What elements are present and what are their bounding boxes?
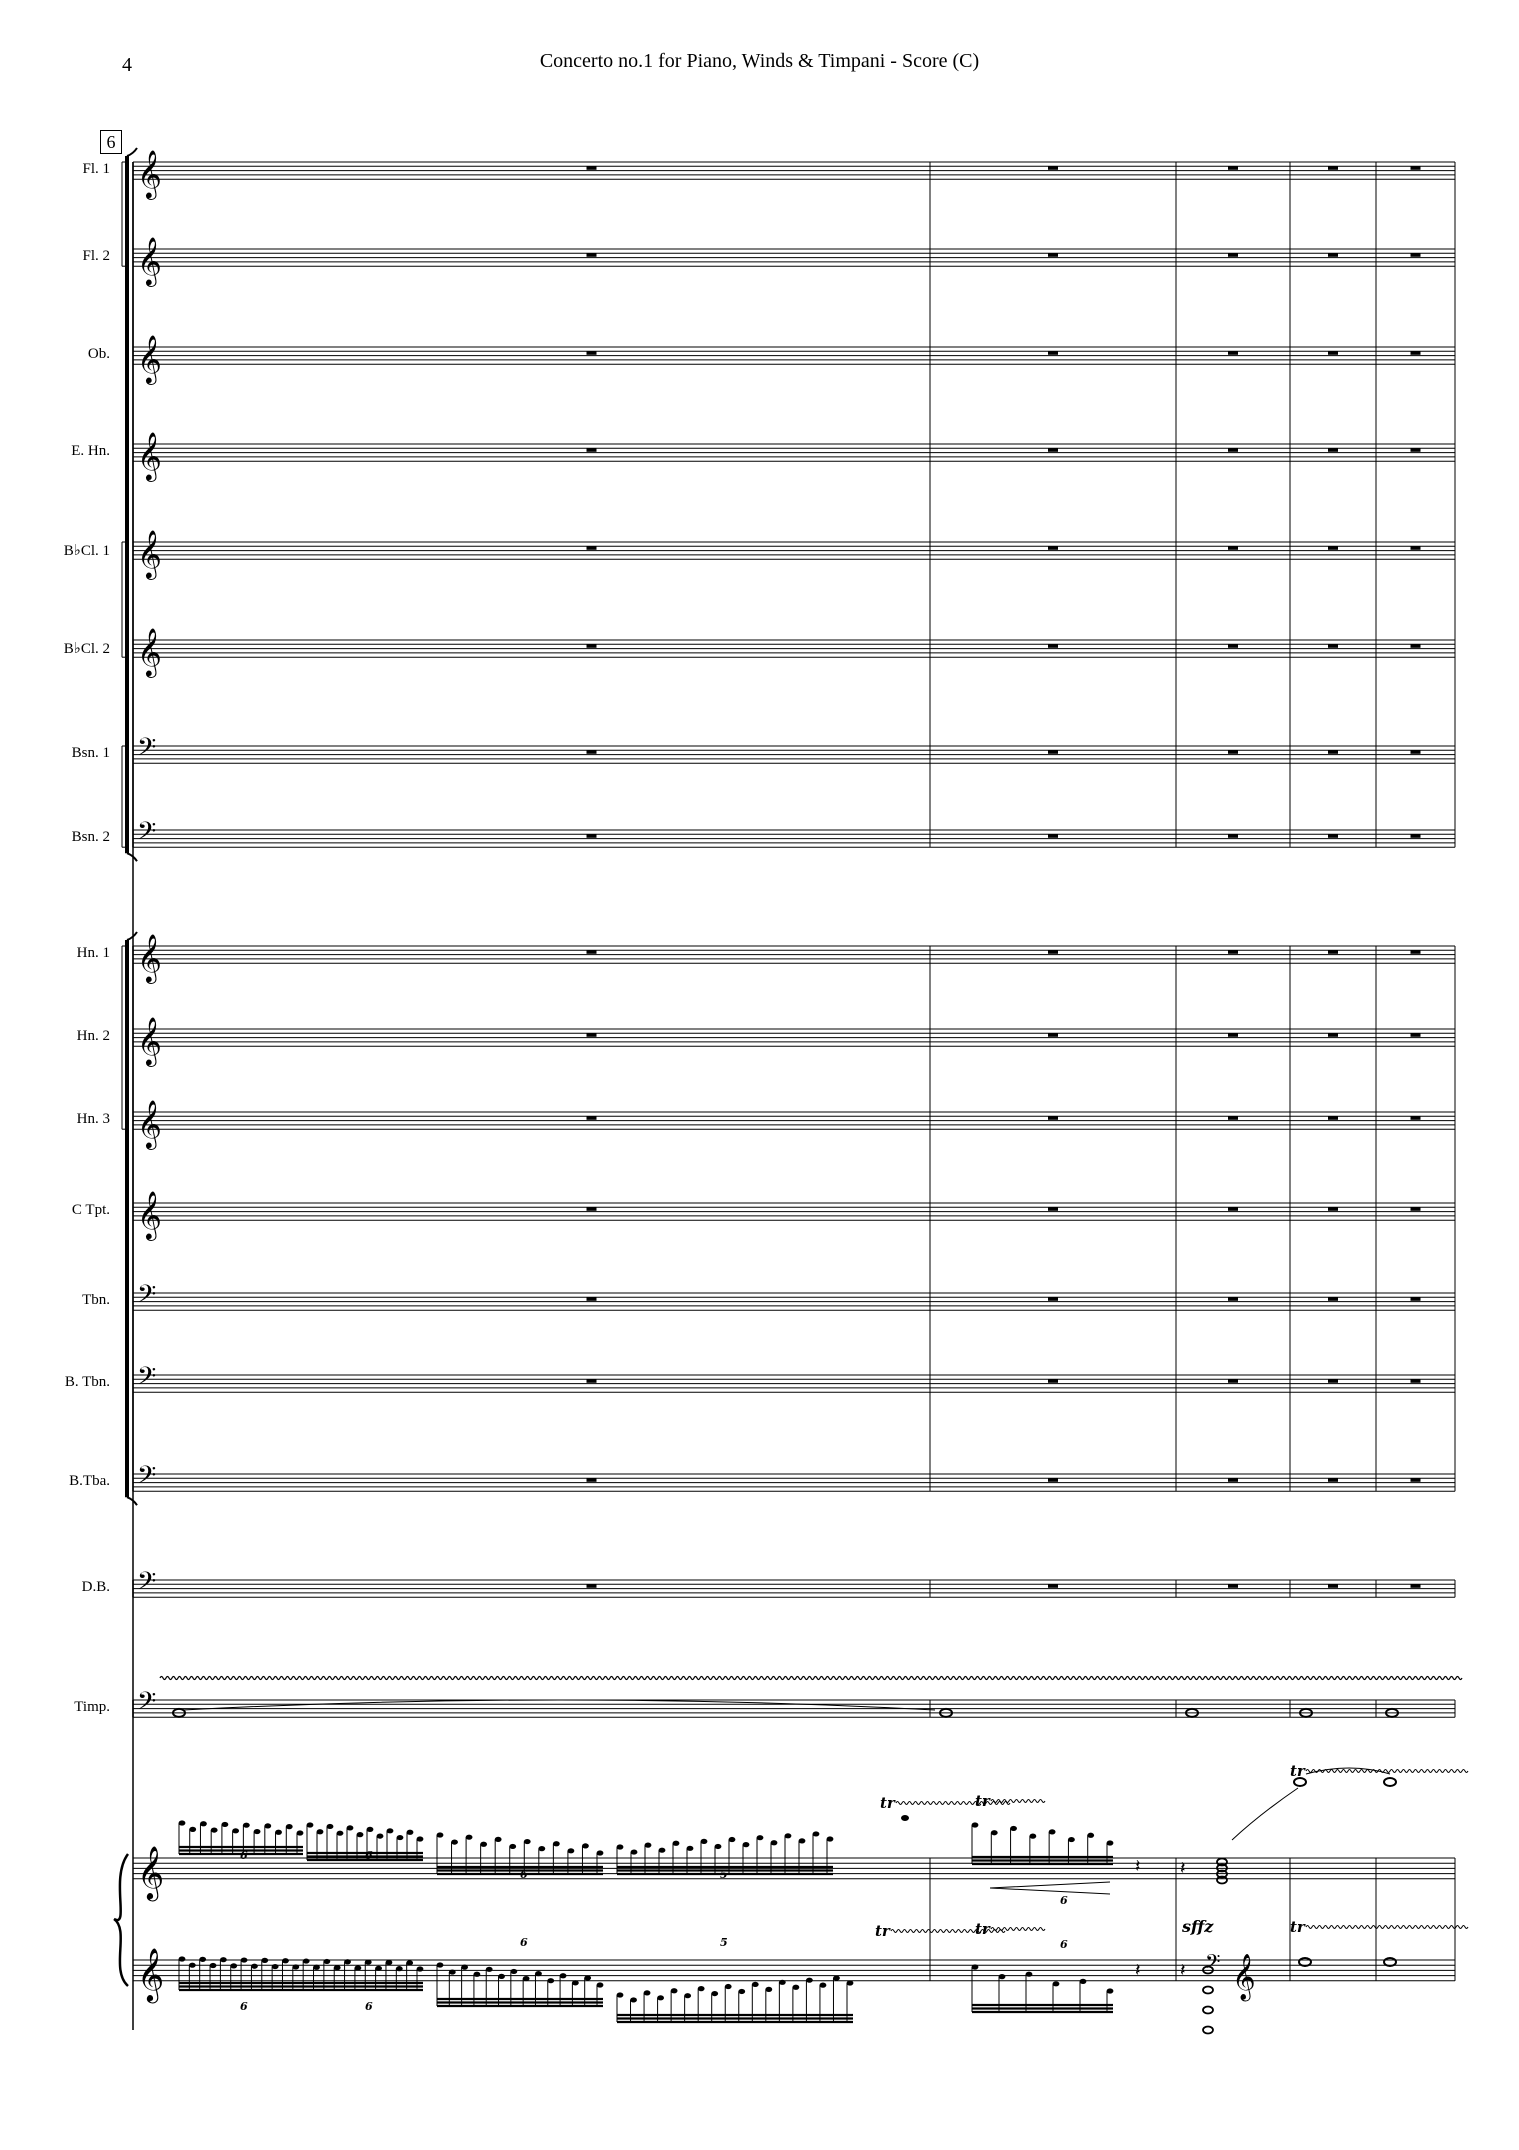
whole-rest: [1228, 1297, 1238, 1301]
note-head: [535, 1971, 542, 1976]
note-head: [806, 1978, 813, 1983]
note-head: [972, 1822, 979, 1827]
note-head: [584, 1975, 591, 1980]
whole-rest: [1411, 448, 1421, 452]
note-head: [820, 1983, 827, 1988]
note-head: [307, 1822, 314, 1827]
treble-clef-icon: 𝄞: [137, 627, 162, 676]
tuplet-number: 6: [365, 1849, 373, 1862]
note-head: [357, 1832, 364, 1837]
note-head: [407, 1830, 414, 1835]
whole-rest: [1228, 950, 1238, 954]
trill-line: [1306, 1770, 1468, 1773]
note-head: [210, 1963, 217, 1968]
whole-rest: [1411, 644, 1421, 648]
trill-line: [160, 1677, 1462, 1680]
bass-clef-icon: 𝄢: [137, 733, 157, 768]
treble-clef-icon: 𝄞: [137, 236, 162, 285]
note-head: [901, 1815, 909, 1821]
trill-mark: tr: [975, 1920, 990, 1938]
instrument-label: Fl. 1: [82, 160, 110, 177]
whole-rest: [1328, 1297, 1338, 1301]
whole-rest: [587, 1207, 597, 1211]
whole-rest: [1411, 1033, 1421, 1037]
note-head: [367, 1827, 374, 1832]
note-head: [241, 1957, 248, 1962]
instrument-label: B♭Cl. 2: [63, 640, 110, 657]
dynamic-marking: sffz: [1182, 1917, 1214, 1936]
note-head: [179, 1820, 186, 1825]
whole-rest: [1328, 351, 1338, 355]
note-head: [659, 1848, 666, 1853]
note-head: [1203, 1987, 1213, 1994]
note-head: [437, 1832, 444, 1837]
note-head: [317, 1829, 324, 1834]
whole-rest: [1411, 166, 1421, 170]
note-head: [286, 1824, 293, 1829]
note-head: [387, 1828, 394, 1833]
note-head: [1026, 1972, 1033, 1977]
note-head: [725, 1984, 732, 1989]
whole-rest: [1411, 1584, 1421, 1588]
whole-rest: [1328, 834, 1338, 838]
bracket-hook: [127, 932, 137, 940]
whole-rest: [1328, 1478, 1338, 1482]
note-head: [337, 1831, 344, 1836]
note-head: [417, 1836, 424, 1841]
tuplet-number: 5: [720, 1936, 728, 1949]
note-head: [833, 1975, 840, 1980]
trill-line: [1306, 1926, 1468, 1929]
note-head: [617, 1992, 624, 1997]
instrument-label: B♭Cl. 1: [63, 542, 110, 559]
note-head: [711, 1991, 718, 1996]
whole-rest: [587, 1116, 597, 1120]
note-head: [1010, 1826, 1017, 1831]
whole-rest: [1328, 644, 1338, 648]
note-head: [397, 1835, 404, 1840]
trill-mark: tr: [875, 1922, 890, 1940]
bass-clef-icon: 𝄢: [137, 1280, 157, 1315]
note-head: [1068, 1837, 1075, 1842]
note-head: [617, 1844, 624, 1849]
instrument-label: Ob.: [87, 345, 110, 362]
instrument-label: B. Tbn.: [64, 1373, 110, 1390]
whole-rest: [1328, 1379, 1338, 1383]
note-head: [657, 1995, 664, 2000]
whole-rest: [1048, 351, 1058, 355]
note-head: [510, 1969, 517, 1974]
whole-rest: [1228, 1584, 1238, 1588]
bass-clef-icon: 𝄢: [137, 1461, 157, 1496]
note-head: [303, 1958, 310, 1963]
instrument-label: B.Tba.: [69, 1472, 110, 1489]
whole-rest: [1048, 1584, 1058, 1588]
note-head: [1203, 2027, 1213, 2034]
instrument-label: Bsn. 1: [71, 744, 110, 761]
tuplet-number: 6: [1060, 1938, 1068, 1951]
instrument-label: E. Hn.: [71, 442, 110, 459]
note-head: [1080, 1979, 1087, 1984]
note-head: [230, 1963, 237, 1968]
note-head: [687, 1846, 694, 1851]
whole-rest: [587, 448, 597, 452]
treble-clef-icon: 𝄞: [137, 1845, 165, 1899]
note-head: [406, 1960, 413, 1965]
note-head: [972, 1964, 979, 1969]
whole-rest: [1228, 253, 1238, 256]
note-head: [386, 1960, 393, 1965]
whole-rest: [1048, 1033, 1058, 1037]
whole-rest: [1328, 1584, 1338, 1588]
note-head: [474, 1972, 481, 1977]
whole-rest: [1228, 166, 1238, 170]
whole-rest: [1228, 1033, 1238, 1037]
note-head: [327, 1824, 334, 1829]
whole-rest: [1228, 546, 1238, 550]
note-head: [495, 1837, 502, 1842]
note-head: [243, 1823, 250, 1828]
whole-rest: [1411, 1207, 1421, 1211]
note-head: [261, 1958, 268, 1963]
whole-rest: [1048, 448, 1058, 452]
whole-rest: [1048, 1297, 1058, 1301]
note-head: [813, 1831, 820, 1836]
tuplet-number: 6: [240, 1849, 248, 1862]
whole-rest: [1411, 1478, 1421, 1482]
note-head: [560, 1973, 567, 1978]
hairpin: [990, 1882, 1110, 1894]
instrument-label: D.B.: [81, 1578, 110, 1595]
bracket-hook: [127, 1497, 137, 1505]
whole-rest: [587, 750, 597, 754]
note-head: [538, 1846, 545, 1851]
note-head: [264, 1823, 271, 1828]
whole-rest: [1411, 351, 1421, 355]
whole-rest: [587, 253, 597, 256]
note-head: [179, 1956, 186, 1961]
note-head: [282, 1958, 289, 1963]
note-head: [645, 1843, 652, 1848]
note-head: [597, 1982, 604, 1987]
note-head: [396, 1966, 403, 1971]
note-head: [1029, 1834, 1036, 1839]
note-head: [377, 1833, 384, 1838]
note-head: [297, 1830, 304, 1835]
bass-clef-icon: 𝄢: [137, 817, 157, 852]
note-head: [752, 1982, 759, 1987]
note-head: [847, 1980, 854, 1985]
note-head: [991, 1830, 998, 1835]
whole-rest: [1048, 1379, 1058, 1383]
instrument-label: Hn. 2: [76, 1027, 110, 1044]
whole-rest: [1228, 834, 1238, 838]
whole-rest: [1228, 750, 1238, 754]
note-head: [673, 1841, 680, 1846]
trill-mark: tr: [975, 1792, 990, 1810]
note-head: [189, 1963, 196, 1968]
whole-rest: [1411, 750, 1421, 754]
whole-rest: [587, 834, 597, 838]
note-head: [451, 1839, 458, 1844]
note-head: [222, 1822, 229, 1827]
note-head: [486, 1967, 493, 1972]
note-head: [1107, 1840, 1114, 1845]
whole-rest: [1411, 546, 1421, 550]
whole-rest: [1328, 166, 1338, 170]
note-head: [417, 1966, 424, 1971]
note-head: [729, 1837, 736, 1842]
piano-brace: [114, 1854, 128, 1986]
treble-clef-icon: 𝄞: [1232, 1954, 1256, 2000]
note-head: [449, 1969, 456, 1974]
note-head: [524, 1839, 531, 1844]
note-head: [189, 1827, 196, 1832]
whole-rest: [1328, 253, 1338, 256]
note-head: [509, 1844, 516, 1849]
note-head: [1107, 1988, 1114, 1993]
tuplet-number: 6: [240, 2000, 248, 2013]
note-head: [785, 1833, 792, 1838]
whole-rest: [1411, 1297, 1421, 1301]
note-head: [1087, 1833, 1094, 1838]
whole-rest: [587, 1379, 597, 1383]
note-head: [1049, 1829, 1056, 1834]
note-head: [466, 1835, 473, 1840]
whole-rest: [1048, 1207, 1058, 1211]
whole-rest: [1228, 644, 1238, 648]
tuplet-number: 6: [1060, 1894, 1068, 1907]
note-head: [698, 1986, 705, 1991]
whole-rest: [1411, 834, 1421, 838]
note-head: [275, 1830, 282, 1835]
note-head: [644, 1990, 651, 1995]
whole-rest: [587, 546, 597, 550]
note-head: [251, 1964, 258, 1969]
whole-rest: [587, 950, 597, 954]
whole-rest: [587, 1033, 597, 1037]
whole-rest: [587, 1478, 597, 1482]
treble-clef-icon: 𝄞: [137, 1016, 162, 1065]
trill-mark: tr: [1290, 1762, 1305, 1780]
whole-rest: [1048, 546, 1058, 550]
note-head: [765, 1987, 772, 1992]
whole-rest: [1048, 1116, 1058, 1120]
whole-rest: [1048, 750, 1058, 754]
tuplet-number: 6: [365, 2000, 373, 2013]
tuplet-number: 6: [520, 1936, 528, 1949]
whole-rest: [1328, 546, 1338, 550]
whole-rest: [1411, 1379, 1421, 1383]
note-head: [743, 1842, 750, 1847]
trill-line: [896, 1802, 1010, 1805]
instrument-label: C Tpt.: [71, 1201, 110, 1218]
note-head: [701, 1839, 708, 1844]
treble-clef-icon: 𝄞: [137, 1947, 165, 2001]
whole-rest: [1328, 1033, 1338, 1037]
quarter-rest: 𝄽: [1135, 1960, 1141, 1980]
note-head: [254, 1829, 261, 1834]
treble-clef-icon: 𝄞: [137, 933, 162, 982]
note-head: [323, 1959, 330, 1964]
note-head: [220, 1957, 227, 1962]
instrument-label: Hn. 1: [76, 944, 110, 961]
instrument-label: Timp.: [74, 1698, 110, 1715]
instrument-label: Tbn.: [82, 1291, 110, 1308]
bass-clef-icon: 𝄢: [1205, 1950, 1221, 1978]
note-head: [437, 1962, 444, 1967]
whole-rest: [1328, 1207, 1338, 1211]
note-head: [365, 1960, 372, 1965]
whole-rest: [1048, 950, 1058, 954]
note-head: [568, 1848, 575, 1853]
note-head: [211, 1827, 218, 1832]
bracket-hook: [127, 148, 137, 156]
note-head: [461, 1965, 468, 1970]
bracket-hook: [127, 853, 137, 861]
tuplet-number: 5: [720, 1868, 728, 1881]
whole-rest: [1328, 750, 1338, 754]
note-head: [313, 1965, 320, 1970]
instrument-label: Bsn. 2: [71, 828, 110, 845]
note-head: [523, 1976, 530, 1981]
whole-rest: [1228, 1379, 1238, 1383]
whole-rest: [1228, 448, 1238, 452]
whole-rest: [1228, 1207, 1238, 1211]
note-head: [631, 1849, 638, 1854]
whole-rest: [587, 351, 597, 355]
note-head: [827, 1836, 834, 1841]
treble-clef-icon: 𝄞: [137, 149, 162, 198]
whole-rest: [1328, 448, 1338, 452]
note-head: [200, 1821, 207, 1826]
bass-clef-icon: 𝄢: [137, 1687, 157, 1722]
whole-rest: [587, 644, 597, 648]
treble-clef-icon: 𝄞: [137, 1190, 162, 1239]
tuplet-number: 6: [520, 1868, 528, 1881]
instrument-label: Fl. 2: [82, 247, 110, 264]
note-head: [347, 1825, 354, 1830]
whole-rest: [1228, 1116, 1238, 1120]
note-head: [232, 1828, 239, 1833]
note-head: [684, 1993, 691, 1998]
note-head: [999, 1974, 1006, 1979]
note-head: [671, 1988, 678, 1993]
note-head: [757, 1835, 764, 1840]
note-head: [334, 1965, 341, 1970]
whole-rest: [1411, 950, 1421, 954]
treble-clef-icon: 𝄞: [137, 529, 162, 578]
note-head: [771, 1840, 778, 1845]
note-head: [715, 1844, 722, 1849]
note-head: [582, 1843, 589, 1848]
note-head: [272, 1964, 279, 1969]
note-head: [375, 1966, 382, 1971]
note-head: [292, 1964, 299, 1969]
trill-mark: tr: [1290, 1918, 1305, 1936]
whole-rest: [1048, 1478, 1058, 1482]
note-head: [799, 1838, 806, 1843]
quarter-rest: 𝄽: [1180, 1858, 1186, 1878]
page-title: Concerto no.1 for Piano, Winds & Timpani - Score (C): [539, 50, 980, 72]
rehearsal-mark: 6: [100, 130, 122, 154]
note-head: [199, 1957, 206, 1962]
note-head: [792, 1985, 799, 1990]
whole-rest: [1048, 834, 1058, 838]
note-head: [1203, 2007, 1213, 2014]
page-number: 4: [122, 54, 132, 76]
whole-rest: [1048, 253, 1058, 256]
treble-clef-icon: 𝄞: [137, 431, 162, 480]
whole-rest: [1048, 644, 1058, 648]
note-head: [344, 1959, 351, 1964]
note-head: [572, 1980, 579, 1985]
note-head: [738, 1989, 745, 1994]
whole-rest: [587, 1297, 597, 1301]
whole-rest: [1328, 1116, 1338, 1120]
bass-clef-icon: 𝄢: [137, 1362, 157, 1397]
note-head: [480, 1842, 487, 1847]
note-head: [547, 1978, 554, 1983]
trill-mark: tr: [880, 1794, 895, 1812]
whole-rest: [1411, 253, 1421, 256]
whole-rest: [1048, 166, 1058, 170]
quarter-rest: 𝄽: [1135, 1856, 1141, 1876]
bass-clef-icon: 𝄢: [137, 1567, 157, 1602]
whole-rest: [1228, 351, 1238, 355]
whole-rest: [587, 166, 597, 170]
instrument-label: Hn. 3: [76, 1110, 110, 1127]
tie: [1232, 1788, 1298, 1840]
note-head: [553, 1841, 560, 1846]
treble-clef-icon: 𝄞: [137, 1099, 162, 1148]
note-head: [630, 1997, 637, 2002]
quarter-rest: 𝄽: [1180, 1960, 1186, 1980]
whole-note: [1384, 1778, 1396, 1786]
note-head: [597, 1850, 604, 1855]
note-head: [498, 1974, 505, 1979]
note-head: [1053, 1981, 1060, 1986]
whole-rest: [1228, 1478, 1238, 1482]
note-head: [779, 1980, 786, 1985]
whole-rest: [1411, 1116, 1421, 1120]
note-head: [355, 1965, 362, 1970]
whole-rest: [587, 1584, 597, 1588]
whole-rest: [1328, 950, 1338, 954]
treble-clef-icon: 𝄞: [137, 334, 162, 383]
